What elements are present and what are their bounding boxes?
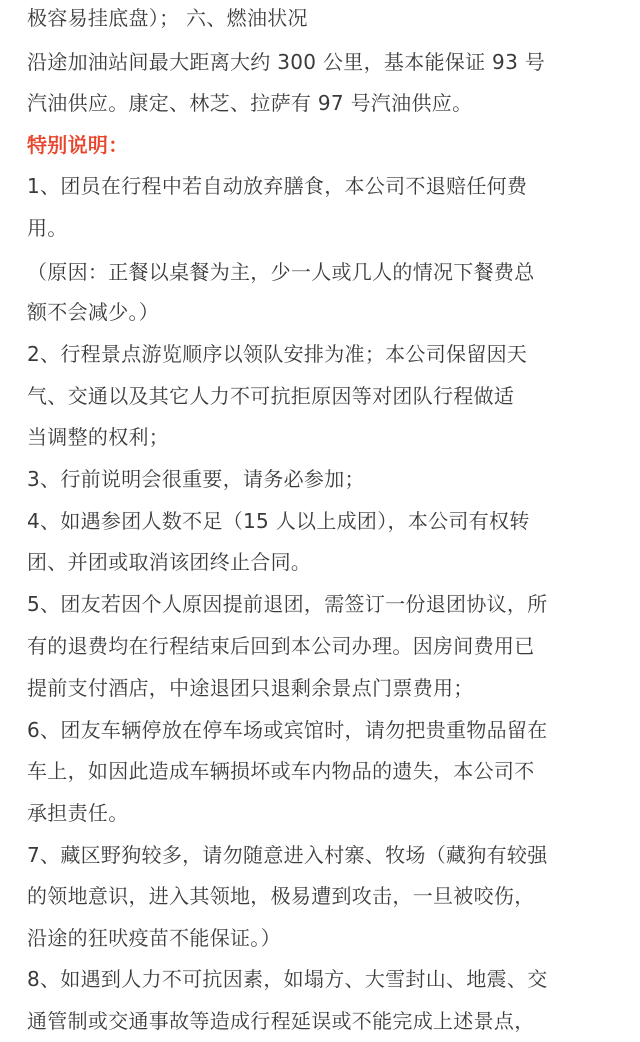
text-line: 团、并团或取消该团终止合同。 (27, 550, 312, 574)
text-line: 用。 (27, 216, 68, 240)
text-line: 车上，如因此造成车辆损坏或车内物品的遗失，本公司不 (27, 759, 535, 783)
text-line: 3、行前说明会很重要，请务必参加； (27, 467, 365, 491)
text-line: 汽油供应。康定、林芝、拉萨有 97 号汽油供应。 (27, 91, 473, 115)
text-line: 额不会减少。） (27, 300, 160, 324)
text-line: 通管制或交通事故等造成行程延误或不能完成上述景点， (27, 1009, 535, 1033)
text-line: 承担责任。 (27, 801, 129, 825)
text-line: （原因：正餐以桌餐为主，少一人或几人的情况下餐费总 (27, 260, 535, 284)
text-line: 7、藏区野狗较多，请勿随意进入村寨、牧场（藏狗有较强 (27, 843, 548, 867)
text-line: 气、交通以及其它人力不可抗拒原因等对团队行程做适 (27, 384, 515, 408)
text-line: 沿途的狂吠疫苗不能保证。） (27, 926, 281, 950)
text-line: 有的退费均在行程结束后回到本公司办理。因房间费用已 (27, 634, 535, 658)
text-line: 的领地意识，进入其领地，极易遭到攻击，一旦被咬伤， (27, 884, 535, 908)
text-line: 沿途加油站间最大距离大约 300 公里，基本能保证 93 号 (27, 50, 546, 74)
text-line: 当调整的权利； (27, 425, 170, 449)
text-line: 8、如遇到人力不可抗因素，如塌方、大雪封山、地震、交 (27, 967, 548, 991)
text-line: 6、团友车辆停放在停车场或宾馆时，请勿把贵重物品留在 (27, 718, 548, 742)
section-heading-special-notes: 特别说明： (27, 133, 129, 157)
text-line: 提前支付酒店，中途退团只退剩余景点门票费用； (27, 676, 474, 700)
text-line: 极容易挂底盘）； 六、燃油状况 (27, 6, 308, 30)
text-line: 2、行程景点游览顺序以领队安排为准；本公司保留因天 (27, 342, 528, 366)
text-line: 4、如遇参团人数不足（15 人以上成团），本公司有权转 (27, 509, 530, 533)
text-line: 5、团友若因个人原因提前退团，需签订一份退团协议，所 (27, 592, 548, 616)
text-line: 1、团员在行程中若自动放弃膳食，本公司不退赔任何费 (27, 174, 528, 198)
